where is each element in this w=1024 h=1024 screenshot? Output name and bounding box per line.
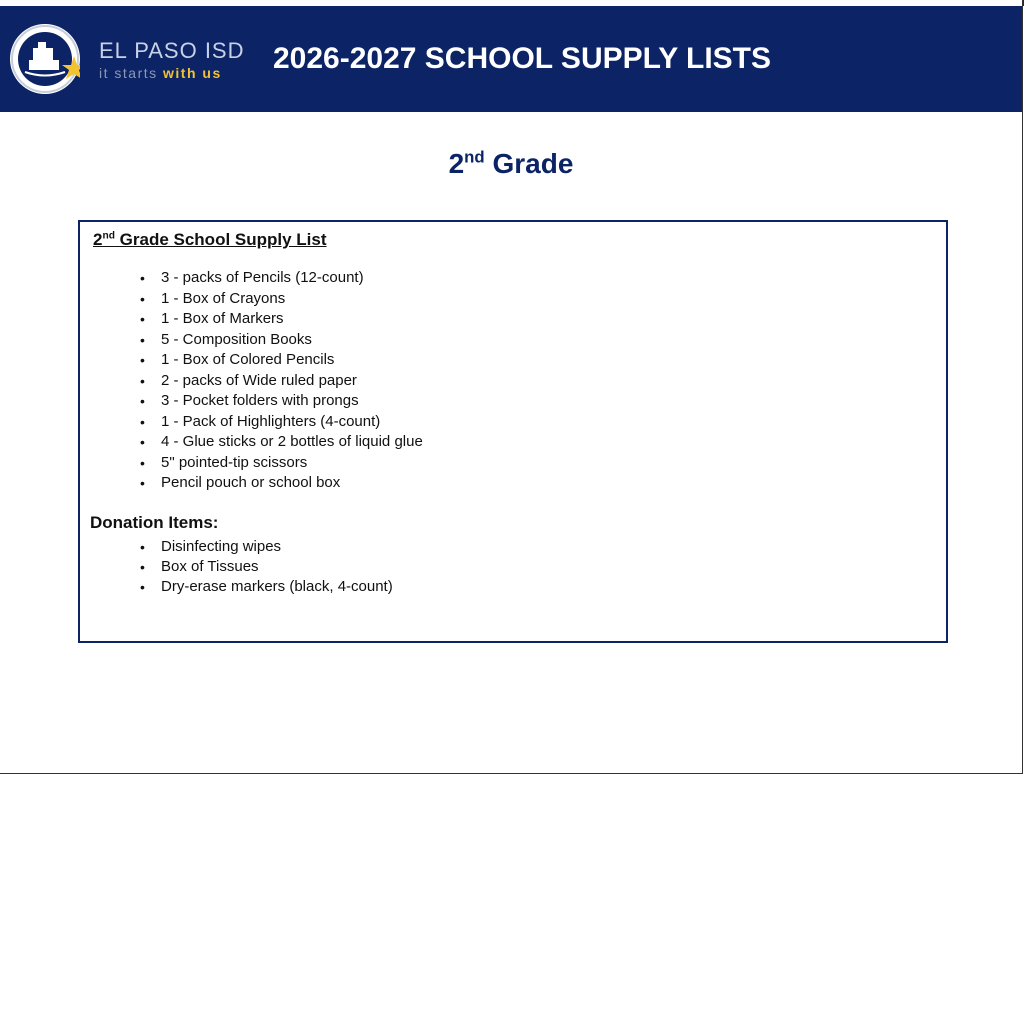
grade-word: Grade: [484, 148, 574, 179]
page-title: 2026-2027 SCHOOL SUPPLY LISTS: [273, 42, 772, 75]
grade-suffix: nd: [464, 147, 485, 167]
grade-number: 2: [448, 148, 465, 179]
supply-item: • 2 - packs of Wide ruled paper: [140, 371, 423, 392]
supply-item: • 4 - Glue sticks or 2 bottles of liquid glue: [140, 432, 423, 453]
header-banner: [0, 6, 1022, 112]
grade-heading: [0, 148, 1022, 180]
supply-item: • 5" pointed-tip scissors: [140, 453, 423, 474]
tagline-part-a: it starts: [99, 65, 164, 81]
supply-item: • 1 - Pack of Highlighters (4-count): [140, 412, 423, 433]
supply-list-title: [93, 230, 327, 250]
list-title-number: 2: [93, 230, 103, 249]
donation-items-title: Donation Items:: [90, 513, 219, 532]
supply-item: • Pencil pouch or school box: [140, 473, 423, 494]
supply-list: [140, 268, 423, 494]
supply-list-panel: [78, 220, 948, 643]
donation-item: • Box of Tissues: [140, 557, 393, 577]
list-title-rest: Grade School Supply List: [114, 230, 327, 249]
supply-item: • 1 - Box of Crayons: [140, 289, 423, 310]
supply-item: • 3 - packs of Pencils (12-count): [140, 268, 423, 289]
supply-item: • 5 - Composition Books: [140, 330, 423, 351]
brand-name: EL PASO ISD: [99, 38, 245, 63]
donation-item: • Dry-erase markers (black, 4-count): [140, 577, 393, 597]
donation-list: [140, 537, 393, 597]
supply-item: • 3 - Pocket folders with prongs: [140, 391, 423, 412]
supply-item: • 1 - Box of Markers: [140, 309, 423, 330]
tagline-part-b: with us: [163, 65, 222, 81]
supply-item: • 1 - Box of Colored Pencils: [140, 350, 423, 371]
district-seal-icon: [10, 24, 80, 94]
list-title-suffix: nd: [102, 230, 115, 242]
brand-tagline: [99, 65, 222, 81]
donation-item: • Disinfecting wipes: [140, 537, 393, 557]
